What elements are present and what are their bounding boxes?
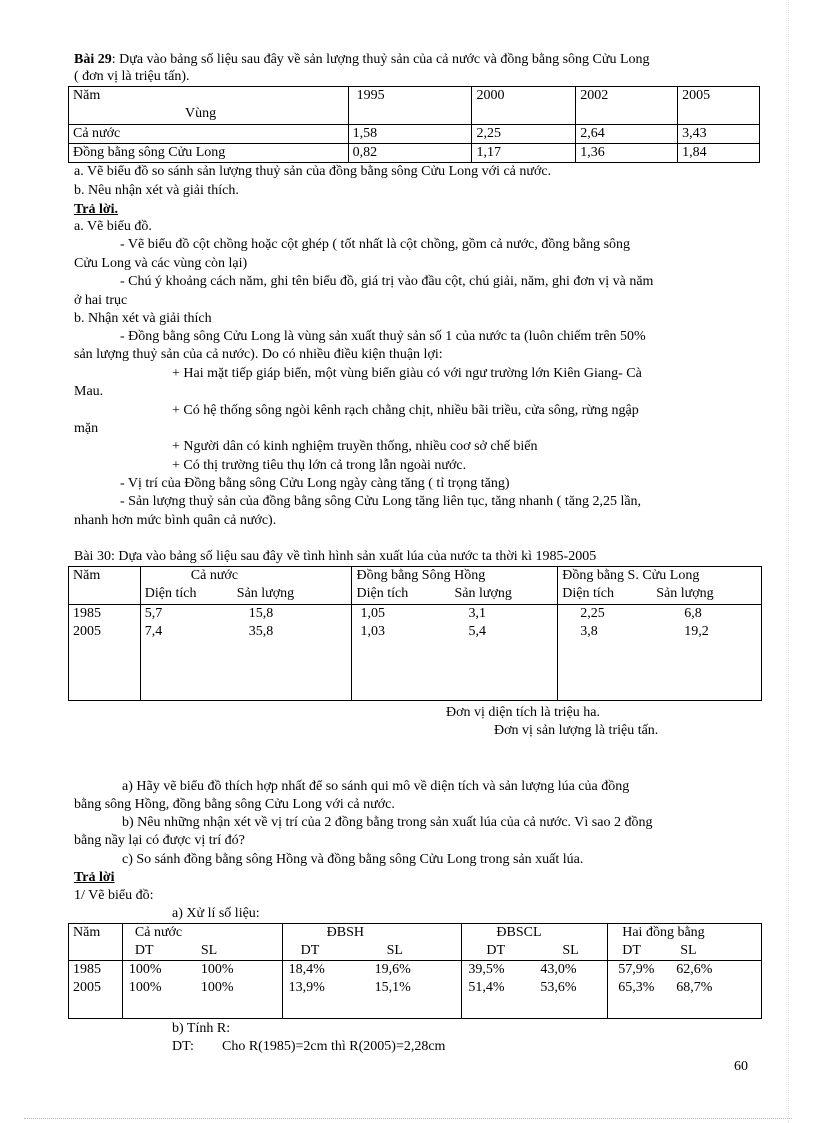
b29-row (69, 144, 760, 163)
b30-group-head (352, 567, 558, 605)
b29-line: + Người dân có kinh nghiệm truyền thống, nhiều coơ sở chế biến (172, 439, 538, 454)
b30-group-title: Đồng bằng Sông Hồng (356, 568, 486, 583)
b30p-values-cell (122, 961, 282, 1019)
b30p-group-title: ĐBSCL (496, 925, 542, 940)
b30p-value: 100% (128, 980, 162, 995)
b30-values-cell (352, 605, 558, 701)
b29-line: nhanh hơn mức bình quân cả nước). (74, 513, 277, 528)
b29-line: Mau. (74, 384, 104, 399)
b30-question-a-cont: bằng sông Hồng, đồng bằng sông Cửu Long với cả nước. (74, 797, 395, 812)
b30p-value: 100% (200, 962, 234, 977)
b29-cell: 2,25 (472, 125, 576, 144)
b30-dt-line (172, 1038, 445, 1056)
b29-line: + Có hệ thống sông ngòi kênh rạch chằng chịt, nhiều bãi triều, cửa sông, rừng ngập (172, 403, 639, 418)
b29-question-b: b. Nêu nhận xét và giải thích. (74, 183, 239, 198)
b29-cell: 0,82 (348, 144, 472, 163)
b30p-value: 53,6% (540, 980, 577, 995)
b30p-group-head (122, 924, 282, 961)
b29-line: b. Nhận xét và giải thích (74, 311, 212, 326)
b30p-value: 62,6% (676, 962, 713, 977)
b30-unit-output: Đơn vị sản lượng là triệu tấn. (494, 723, 659, 738)
b30-value: 19,2 (684, 624, 709, 639)
b30-step1: 1/ Vẽ biểu đồ: (74, 888, 154, 903)
b29-table (68, 86, 760, 163)
b29-line: mặn (74, 421, 99, 436)
b29-answer-head: Trả lời. (74, 202, 119, 217)
b30-question-a: a) Hãy vẽ biểu đồ thích hợp nhất để so sánh qui mô về diện tích và sản lượng lúa của đồng (122, 779, 630, 794)
b30p-value: 18,4% (288, 962, 325, 977)
b30p-sl: SL (200, 943, 218, 958)
b30p-year: 1985 (73, 962, 101, 977)
b29-line: a. Vẽ biểu đồ. (74, 219, 152, 234)
b30-sub-dt: Diện tích (356, 586, 409, 601)
b30-sub-sl: Sản lượng (236, 586, 295, 601)
b29-cell: 3,43 (678, 125, 760, 144)
b29-question-a: a. Vẽ biểu đồ so sánh sản lượng thuỷ sản của đồng bằng sông Cửu Long với cả nước. (74, 164, 552, 179)
b30-year: 1985 (73, 606, 101, 621)
b30-values-cell (558, 605, 762, 701)
b30p-dt: DT (300, 943, 320, 958)
b29-line: + Hai mặt tiếp giáp biển, một vùng biển giàu có với ngư trường lớn Kiên Giang- Cà (172, 366, 642, 381)
b30-value: 3,1 (468, 606, 486, 621)
b30-sub-sl: Sản lượng (656, 586, 714, 601)
b30-group-title: Cả nước (190, 568, 239, 583)
b30p-sl: SL (562, 943, 579, 958)
b30p-group-title: Hai đồng bằng (622, 925, 705, 940)
b30-value: 1,05 (360, 606, 385, 621)
b30p-years-cell (69, 961, 123, 1019)
b30p-value: 13,9% (288, 980, 325, 995)
b30-step1a: a) Xử lí số liệu: (172, 906, 260, 921)
b30p-value: 65,3% (618, 980, 655, 995)
b30p-group-title: ĐBSH (326, 925, 364, 940)
b29-year-cell: 2000 (472, 87, 576, 125)
b30p-sl: SL (386, 943, 403, 958)
b29-row-name: Cả nước (69, 125, 349, 144)
b29-year-cell: 1995 (348, 87, 472, 125)
b29-line: - Chú ý khoảng cách năm, ghi tên biểu đồ, giá trị vào đầu cột, chú giải, năm, ghi đơn vị và năm (120, 274, 654, 289)
b30p-group-head (462, 924, 608, 961)
b30-values-cell (140, 605, 352, 701)
b29-intro-line (74, 51, 650, 69)
b30-processed-row (69, 961, 762, 1019)
b30p-value: 68,7% (676, 980, 713, 995)
b29-header-row (69, 87, 760, 125)
b29-line: Cửu Long và các vùng còn lại) (74, 256, 248, 271)
b29-line: - Vẽ biểu đồ cột chồng hoặc cột ghép ( tốt nhất là cột chồng, gồm cả nước, đồng bằng sông (120, 237, 631, 252)
b30p-dt: DT (134, 943, 154, 958)
b29-lead: Bài 29 (74, 52, 112, 67)
b29-cell: 1,17 (472, 144, 576, 163)
b30-table (68, 566, 762, 701)
b30p-value: 19,6% (374, 962, 411, 977)
b30-answer-head: Trả lời (74, 870, 115, 885)
b30-header-row (69, 567, 762, 605)
b30-question-b: b) Nêu những nhận xét về vị trí của 2 đồng bằng trong sản xuất lúa của cả nước. Vì sao 2 đồng (122, 815, 653, 830)
b30p-value: 57,9% (618, 962, 655, 977)
b30-processed-header (69, 924, 762, 961)
b30-year: 2005 (73, 624, 101, 639)
b29-line: ở hai trục (74, 293, 128, 308)
b30-sub-dt: Diện tích (562, 586, 614, 601)
b29-cell: 1,36 (576, 144, 678, 163)
b30-step1b: b) Tính R: (172, 1021, 231, 1036)
b30-value: 6,8 (684, 606, 702, 621)
b29-year-head: Năm (73, 88, 101, 103)
b30-year-head: Năm (69, 567, 141, 605)
b30-question-c: c) So sánh đồng bằng sông Hồng và đồng bằng sông Cửu Long trong sản xuất lúa. (122, 852, 584, 867)
b29-cell: 2,64 (576, 125, 678, 144)
b29-year-cell: 2002 (576, 87, 678, 125)
b30p-dt: DT (622, 943, 641, 958)
b29-intro-2: ( đơn vị là triệu tấn). (74, 69, 190, 84)
b30p-value: 39,5% (468, 962, 505, 977)
b30p-value: 100% (200, 980, 234, 995)
b29-region-head: Vùng (185, 106, 217, 121)
b29-row (69, 125, 760, 144)
b30-years-cell (69, 605, 141, 701)
b30-value: 2,25 (580, 606, 605, 621)
b30-sub-dt: Diện tích (144, 586, 197, 601)
b29-line: - Đồng bằng sông Cửu Long là vùng sản xuất thuỷ sản số 1 của nước ta (luôn chiếm trên 50% (120, 329, 646, 344)
b30-group-head (558, 567, 762, 605)
b30-processed-table (68, 923, 762, 1019)
b30p-value: 15,1% (374, 980, 411, 995)
page-bottom-rule (24, 1118, 792, 1119)
b29-row-name: Đồng bằng sông Cửu Long (69, 144, 349, 163)
b30-question-b-cont: bằng nầy lại có được vị trí đó? (74, 833, 245, 848)
b30-unit-area: Đơn vị diện tích là triệu ha. (446, 705, 600, 720)
b30p-values-cell (282, 961, 462, 1019)
b29-intro: : Dựa vào bảng số liệu sau đây về sản lượng thuỷ sản của cả nước và đồng bằng sông Cửu Long (111, 52, 650, 67)
b30-value: 15,8 (248, 606, 274, 621)
b30-data-row (69, 605, 762, 701)
b30p-dt: DT (486, 943, 506, 958)
b30-intro: Bài 30: Dựa vào bảng số liệu sau đây về tình hình sản xuất lúa của nước ta thời kì 1985-2005 (74, 549, 597, 564)
b30p-value: 43,0% (540, 962, 577, 977)
b30-value: 35,8 (248, 624, 274, 639)
page-number: 60 (734, 1059, 748, 1074)
b29-year-cell: 2005 (678, 87, 760, 125)
b29-line: sản lượng thuỷ sản của cả nước). Do có nhiều điều kiện thuận lợi: (74, 347, 443, 362)
b29-cell: 1,58 (348, 125, 472, 144)
b30p-sl: SL (680, 943, 697, 958)
b30-group-title: Đồng bằng S. Cửu Long (562, 568, 700, 583)
b30p-year: 2005 (73, 980, 101, 995)
b30-dt-text: Cho R(1985)=2cm thì R(2005)=2,28cm (222, 1039, 446, 1054)
b30p-values-cell (462, 961, 608, 1019)
b30p-value: 100% (128, 962, 162, 977)
b30p-value: 51,4% (468, 980, 505, 995)
b30p-values-cell (608, 961, 762, 1019)
b30-value: 1,03 (360, 624, 385, 639)
b30-group-head (140, 567, 352, 605)
b29-line: - Sản lượng thuỷ sản của đồng bằng sông Cửu Long tăng liên tục, tăng nhanh ( tăng 2,25 lần, (120, 494, 642, 509)
b30-value: 7,4 (144, 624, 163, 639)
b30p-group-title: Cả nước (134, 925, 183, 940)
b30-dt-label: DT: (172, 1039, 194, 1054)
page-edge-rule (788, 0, 789, 1123)
b30-value: 5,4 (468, 624, 486, 639)
b30-value: 3,8 (580, 624, 598, 639)
b29-corner-cell (69, 87, 349, 125)
b29-line: - Vị trí của Đồng bằng sông Cửu Long ngày càng tăng ( tỉ trọng tăng) (120, 476, 510, 491)
b30p-group-head (608, 924, 762, 961)
b30-value: 5,7 (144, 606, 163, 621)
b30p-group-head (282, 924, 462, 961)
b30-sub-sl: Sản lượng (454, 586, 512, 601)
b30p-year-head: Năm (69, 924, 123, 961)
b29-cell: 1,84 (678, 144, 760, 163)
b29-line: + Có thị trường tiêu thụ lớn cả trong lẫn ngoài nước. (172, 458, 467, 473)
